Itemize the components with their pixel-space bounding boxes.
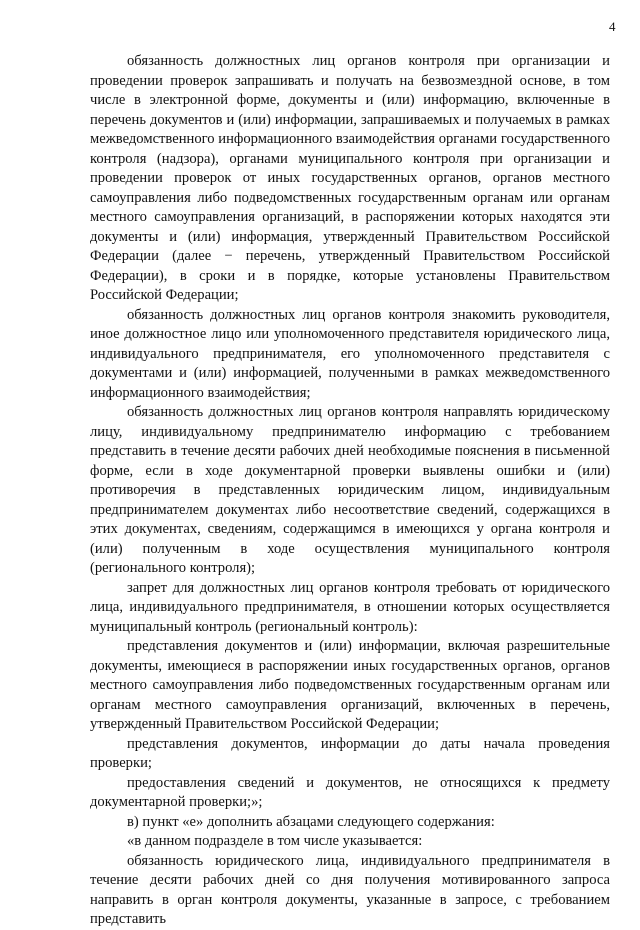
paragraph: обязанность юридического лица, индивидуального предпринимателя в течение десяти рабочих дней со дня получения мотивированного запроса направить в орган контроля документы, указанные в запросе, с требованием представить (90, 852, 610, 927)
paragraph: обязанность должностных лиц органов контроля при организации и проведении проверок запрашивать и получать на безвозмездной основе, в том числе в электронной форме, документы и (или) информацию, включенные в перечень документов и (или) информации, запрашиваемых и получаемых в рамках межведомственного информационного взаимодействия органами государственного контроля (надзора), органами муниципального контроля при организации и проведении проверок от иных государственных органов, органов местного самоуправления либо подведомственных государственным органам или органам местного самоуправления организаций, в распоряжении которых находятся эти документы и (или) информация, утвержденный Правительством Российской Федерации (далее − перечень, утвержденный Правительством Российской Федерации), в сроки и в порядке, которые установлены Правительством Российской Федерации; (90, 53, 610, 303)
paragraph: «в данном подразделе в том числе указывается: (127, 833, 423, 849)
paragraph: в) пункт «е» дополнить абзацами следующего содержания: (127, 813, 495, 830)
document-body (90, 52, 610, 930)
paragraph: обязанность должностных лиц органов контроля направлять юридическому лицу, индивидуальному предпринимателю информацию с требованием представить в течение десяти рабочих дней необходимые пояснения в письменной форме, если в ходе документарной проверки выявлены ошибки и (или) противоречия в представленных юридическим лицом, индивидуальным предпринимателем документах либо несоответствие сведений, содержащихся в этих документах, сведениям, содержащимся в имеющихся у органа контроля и (или) полученным в ходе осуществления муниципального контроля (регионального контроля); (90, 404, 610, 576)
paragraph: представления документов и (или) информации, включая разрешительные документы, имеющиеся в распоряжении иных государственных органов, органов местного самоуправления либо подведомственных государственным органам или органам местного самоуправления организаций, включенных в перечень, утвержденный Правительством Российской Федерации; (90, 638, 610, 732)
page-number: 4 (609, 19, 616, 34)
paragraph: обязанность должностных лиц органов контроля знакомить руководителя, иное должностное лицо или уполномоченного представителя юридического лица, индивидуального предпринимателя, его уполномоченного представителя с документами и (или) информацией, полученными в рамках межведомственного информационного взаимодействия; (90, 306, 610, 401)
paragraph: запрет для должностных лиц органов контроля требовать от юридического лица, индивидуального предпринимателя, в отношении которых осуществляется муниципальный контроль (региональный контроль): (90, 579, 610, 635)
paragraph: предоставления сведений и документов, не относящихся к предмету документарной проверки;»; (90, 774, 610, 810)
paragraph: представления документов, информации до даты начала проведения проверки; (90, 735, 610, 771)
